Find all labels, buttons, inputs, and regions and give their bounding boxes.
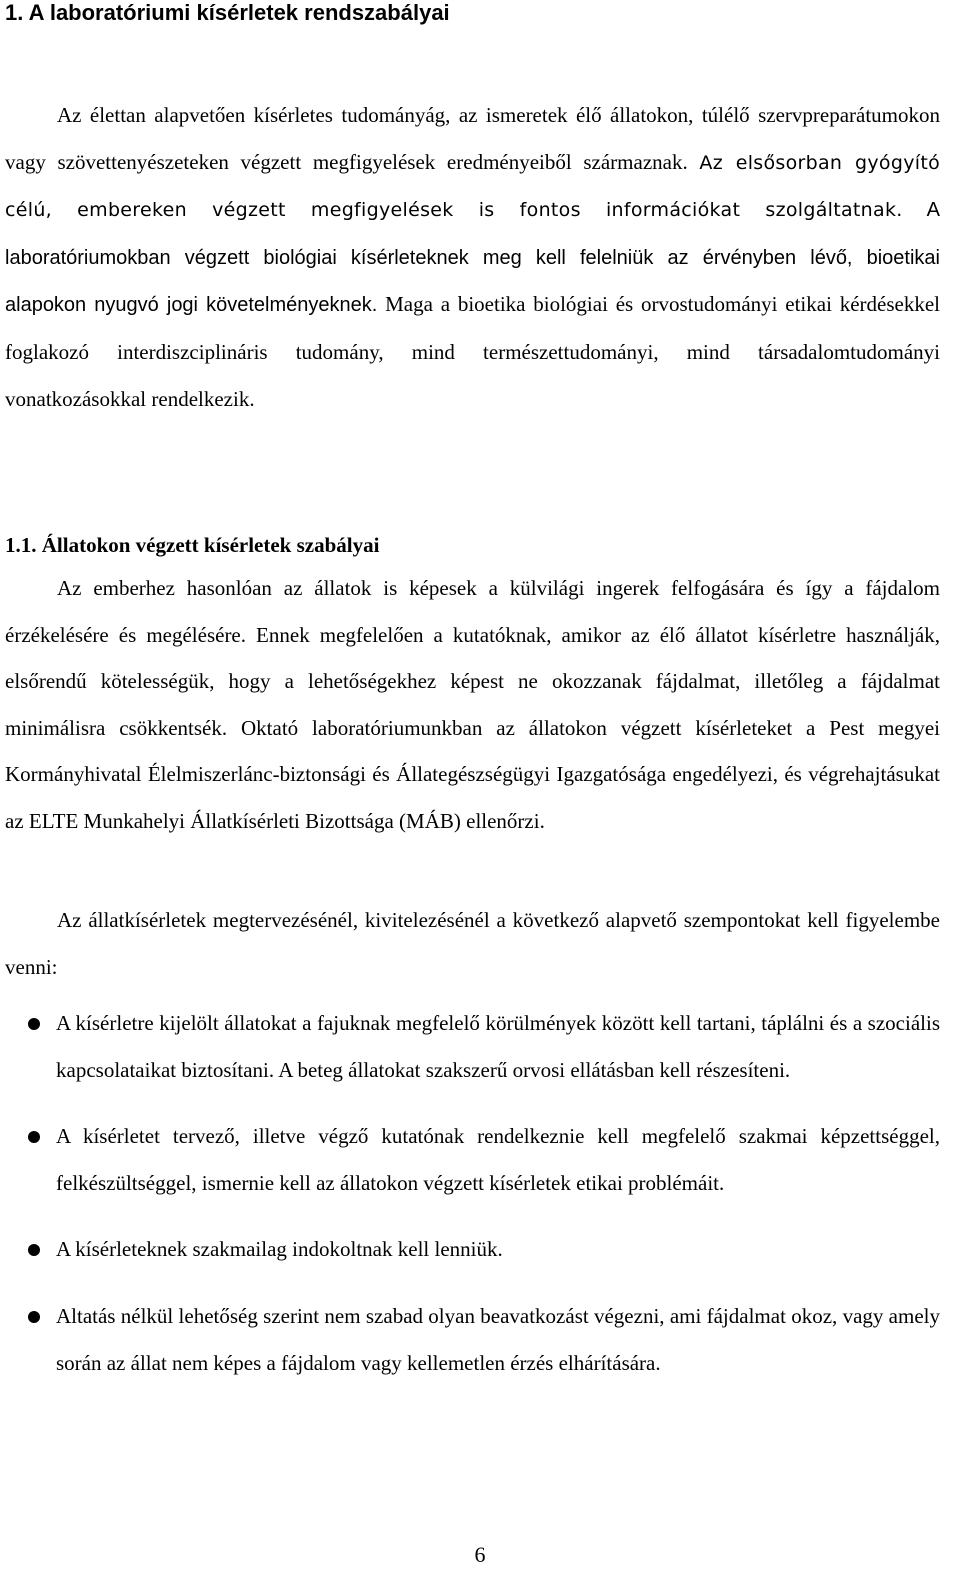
list-item-text: A kísérletre kijelölt állatokat a fajuknak megfelelő körülmények között kell tartani, táplálni és a szociális kapcsolataikat biztosítani. A beteg állatokat szakszerű orvosi ellátásban kell részesíteni. xyxy=(56,1011,940,1082)
chapter-title: 1. A laboratóriumi kísérletek rendszabályai xyxy=(5,0,450,25)
section-paragraph-1: Az emberhez hasonlóan az állatok is képesek a külvilági ingerek felfogására és így a fájdalom érzékelésére és megélésére. Ennek megfelelően a kutatóknak, amikor az élő állatot kísérletre használják, elsőrendű kötelességük, hogy a lehetőségekhez képest ne okozzanak fájdalmat, illetőleg a fájdalmat minimálisra csökkentsék. Oktató laboratóriumunkban az állatokon végzett kísérleteket a Pest megyei Kormányhivatal Élelmiszerlánc-biztonsági és Állategészségügyi Igazgatósága engedélyezi, és végrehajtásukat az ELTE Munkahelyi Állatkísérleti Bizottsága (MÁB) ellenőrzi. xyxy=(5,576,940,833)
bullet-icon xyxy=(28,1244,40,1256)
bullet-icon xyxy=(28,1131,40,1143)
page-number: 6 xyxy=(474,1542,486,1567)
intro-sentence-2: Az elsősorban gyógyító célú, embereken végzett megfigyelések is fontos információkat szolgáltatnak. xyxy=(5,151,941,222)
intro-sentence-4: Maga a bioetika biológiai és orvostudományi etikai kérdésekkel foglakozó interdiszciplináris tudomány, mind természettudományi, mind társadalomtudományi vonatkozásokkal rendelkezik. xyxy=(5,292,940,411)
intro-sentence-3: A laboratóriumokban végzett biológiai kísérleteknek meg kell felelniük az érvényben lévő, bioetikai alapokon nyugvó jogi követelményeknek. xyxy=(5,199,940,317)
criteria-list xyxy=(0,1000,940,1406)
list-item xyxy=(0,1113,940,1206)
list-item xyxy=(0,1000,940,1093)
section-title: 1.1. Állatokon végzett kísérletek szabályai xyxy=(5,533,380,557)
section-paragraph-2: Az állatkísérletek megtervezésénél, kivitelezésénél a következő alapvető szempontokat kell figyelembe venni: xyxy=(5,908,940,979)
list-item-text: A kísérletet tervező, illetve végző kutatónak rendelkeznie kell megfelelő szakmai képzettséggel, felkészültséggel, ismernie kell az állatokon végzett kísérletek etikai problémáit. xyxy=(56,1124,940,1195)
intro-paragraph xyxy=(5,92,940,422)
list-item xyxy=(0,1226,940,1273)
list-item-text: A kísérleteknek szakmailag indokoltnak kell lenniük. xyxy=(56,1237,503,1262)
bullet-icon xyxy=(28,1311,40,1323)
list-item xyxy=(0,1293,940,1386)
bullet-icon xyxy=(28,1018,40,1030)
intro-sentence-1: Az élettan alapvetően kísérletes tudományág, az ismeretek élő állatokon, túlélő szervpreparátumokon vagy szövettenyészeteken végzett megfigyelések eredményeiből származnak. xyxy=(5,103,940,174)
list-item-text: Altatás nélkül lehetőség szerint nem szabad olyan beavatkozást végezni, ami fájdalmat okoz, vagy amely során az állat nem képes a fájdalom vagy kellemetlen érzés elhárítására. xyxy=(56,1303,940,1375)
